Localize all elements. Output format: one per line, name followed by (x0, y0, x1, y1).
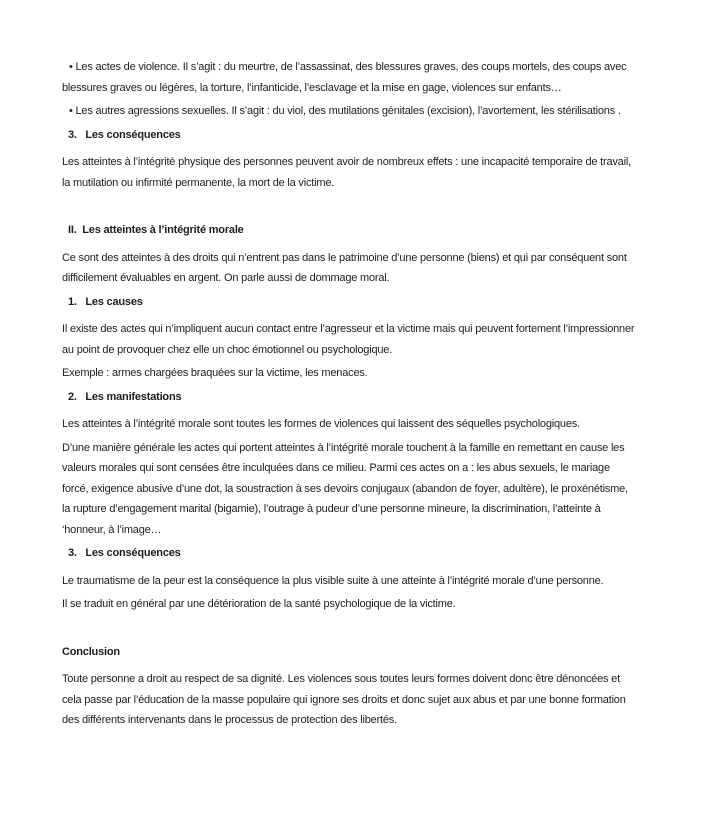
body-paragraph: Les atteintes à l’intégrité morale sont toutes les formes de violences qui laissent des séquelles psychologiques. (62, 418, 580, 430)
section-heading: Conclusion (62, 645, 120, 658)
section-heading: 2. Les manifestations (68, 390, 182, 403)
body-paragraph: Les atteintes à l’intégrité physique des personnes peuvent avoir de nombreux effets : une incapacité temporaire de travail, la mutilation ou infirmité permanente, la mort de la victime. (62, 156, 634, 189)
body-paragraph: D’une manière générale les actes qui portent atteintes à l’intégrité morale touchent à la famille en remettant en cause les valeurs morales qui sont censées être inculquées dans ce milieu. Parmi ces actes on a : les abus sexuels, le mariage forcé, exigence abusive d’une dot, la soustraction à ses devoirs conjugaux (abandon de foyer, adultère), le proxénétisme, la rupture d’engagement marital (bigamie), l’outrage à pudeur d’une personne mineure, la discrimination, l’atteinte à ‘honneur, à l’image… (62, 441, 631, 536)
section-heading: 3. Les conséquences (68, 547, 181, 559)
body-paragraph: Il se traduit en général par une détérioration de la santé psychologique de la victime. (62, 598, 456, 610)
body-paragraph: Le traumatisme de la peur est la conséquence la plus visible suite à une atteinte à l’intégrité morale d’une personne. (62, 574, 604, 587)
section-heading: 3. Les conséquences (68, 128, 181, 141)
blank-space (62, 618, 650, 642)
body-paragraph: Il existe des actes qui n’impliquent aucun contact entre l’agresseur et la victime mais qui peuvent fortement l’impressionner au point de provoquer chez elle un choc émotionnel ou psychologique. (62, 323, 638, 356)
body-paragraph: Toute personne a droit au respect de sa dignité. Les violences sous toutes leurs formes doivent donc être dénoncées et cela passe par l’éducation de la masse populaire qui ignore ses droits et donc sujet aux abus et par une bonne formation des différents intervenants dans le processus de protection des libertés. (62, 673, 629, 726)
bullet-paragraph: • Les autres agressions sexuelles. Il s’agit : du viol, des mutilations génitales (excision), l’avortement, les stérilisations . (69, 105, 621, 117)
section-heading: II. Les atteintes à l’intégrité morale (68, 224, 244, 236)
bullet-paragraph: • Les actes de violence. Il s’agit : du meurtre, de l’assassinat, des blessures graves, des coups mortels, des coups avec blessures graves ou légères, la torture, l’infanticide, l’esclavage et la mise en gage, violences sur enfants… (62, 61, 630, 94)
body-paragraph: Ce sont des atteintes à des droits qui n’entrent pas dans le patrimoine d’une personne (biens) et qui par conséquent sont difficilement évaluables en argent. On parle aussi de dommage moral. (62, 251, 630, 284)
body-paragraph: Exemple : armes chargées braquées sur la victime, les menaces. (62, 367, 368, 379)
section-heading: 1. Les causes (68, 295, 143, 308)
blank-space (62, 196, 650, 220)
